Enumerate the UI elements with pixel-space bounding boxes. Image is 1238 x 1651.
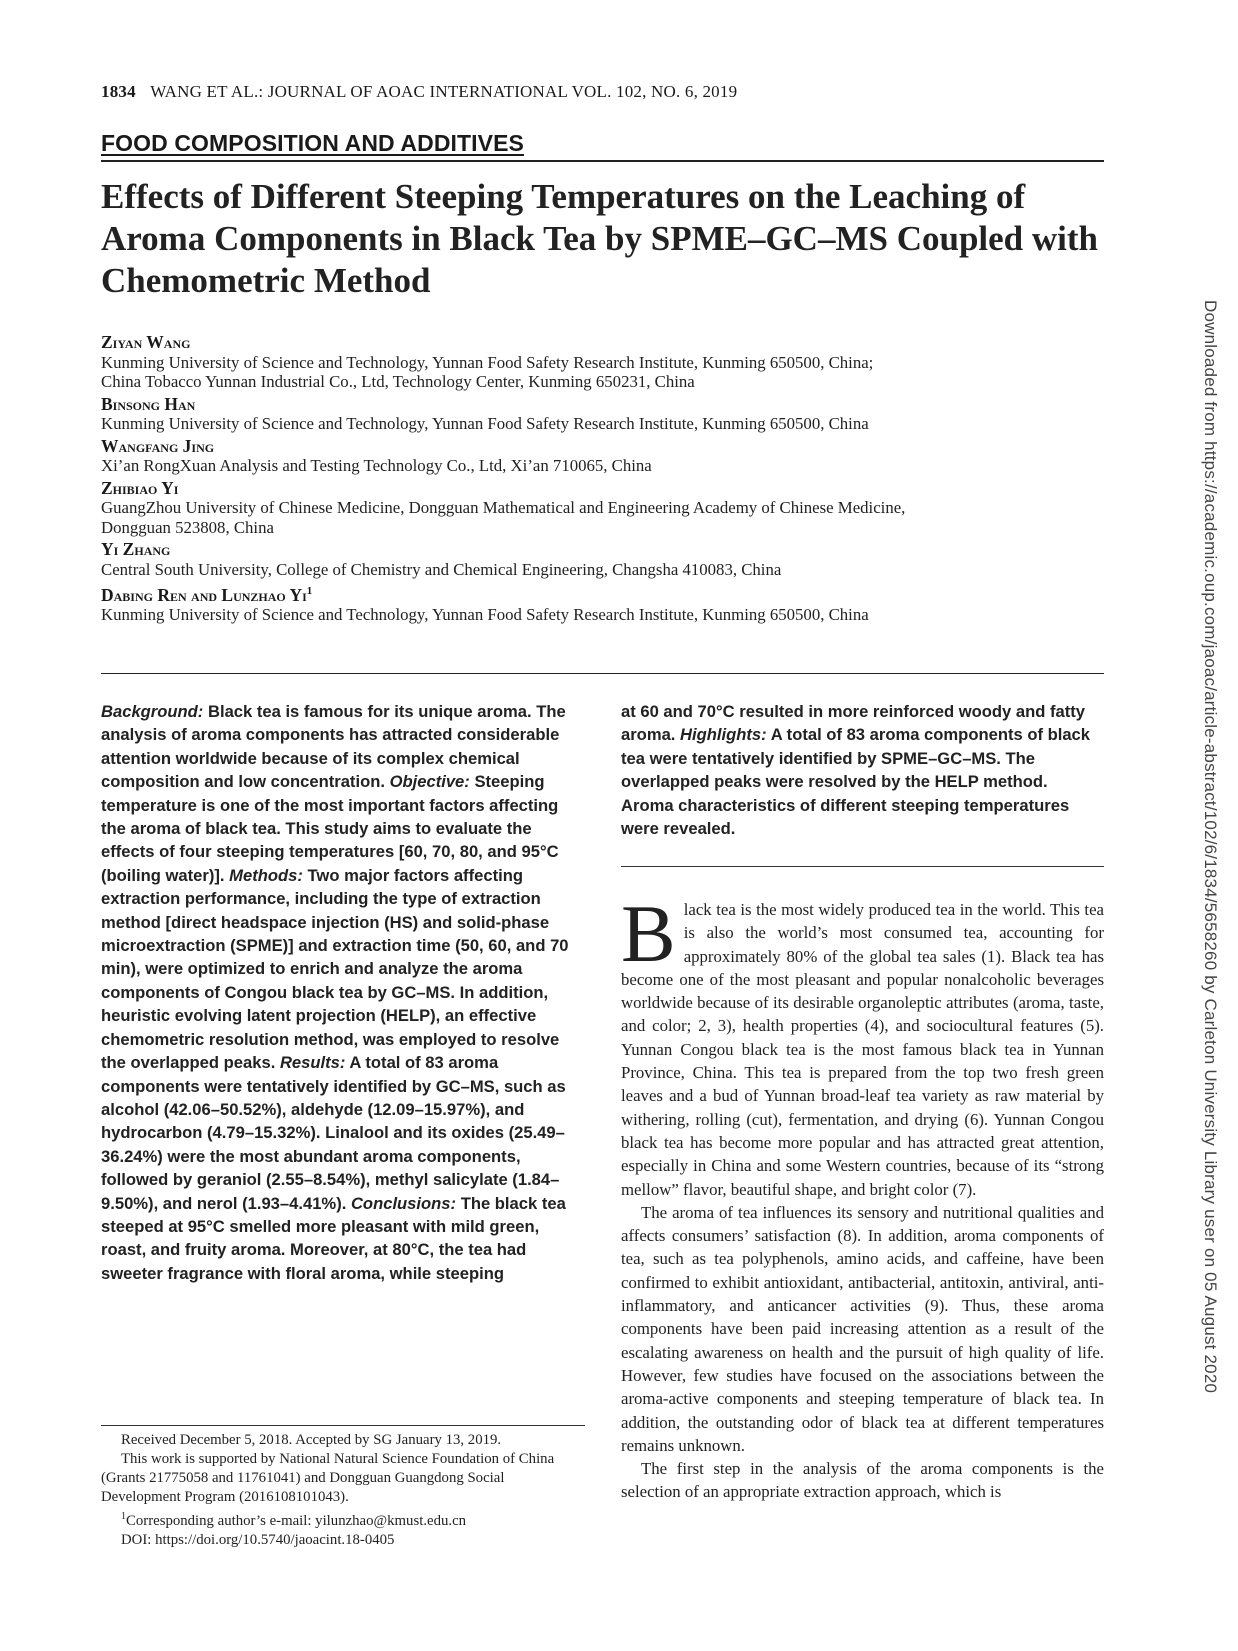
author-name: Yi Zhang [101,539,171,559]
abstract-column-right [621,700,1104,840]
author-affiliation: China Tobacco Yunnan Industrial Co., Ltd, Technology Center, Kunming 650231, China [101,372,695,391]
corresponding-marker: 1 [306,585,313,597]
author-affiliation: Kunming University of Science and Technology, Yunnan Food Safety Research Institute, Kunming 650500, China; [101,352,874,372]
conclusions-text: The black tea steeped at 95°C smelled more pleasant with mild green, roast, and fruity aroma. Moreover, at 80°C, the tea had sweeter fragrance with floral aroma, while steeping [101,1193,566,1283]
objective-text: Steeping temperature is one of the most important factors affecting the aroma of black tea. This study aims to evaluate the effects of four steeping temperatures [60, 70, 80, and 95°C (boiling water)]. [101,772,559,885]
background-label: Background: [101,702,204,721]
body-paragraph: The aroma of tea influences its sensory and nutritional qualities and affects consumers’ satisfaction (8). In addition, aroma components of tea, such as tea polyphenols, amino acids, and caffeine, have been confirmed to exhibit antioxidant, antibacterial, antitoxin, antiviral, anti-inflammatory, and anticancer activities (9). Thus, these aroma components have been paid increasing attention as a result of the escalating awareness on health and the pursuit of high quality of life. However, few studies have focused on the associations between the aroma-active components and steeping temperature of black tea. In addition, the outstanding odor of black tea at different temperatures remains unknown. [621,1202,1104,1455]
body-text [621,888,1104,1504]
highlights-label: Highlights: [680,725,767,745]
header-divider [101,160,1104,162]
author-name: Binsong Han [101,393,196,414]
paragraph-text: lack tea is the most widely produced tea in the world. This tea is also the world’s most consumed tea, accounting for approximately 80% of the global tea sales (1). Black tea has become one of the most pleasant and popular nonalcoholic beverages worldwide because of its desirable organoleptic attributes (aroma, taste, and color; 2, 3), health properties (4), and sociocultural features (5). Yunnan Congou black tea is the most famous black tea in Yunnan Province, China. This tea is prepared from the top two fresh green leaves and a bud of Yunnan broad-leaf tea variety as raw material by withering, rolling (cut), fermentation, and drying (6). Yunnan Congou black tea has become more popular and has attracted great attention, especially in China and some Western countries, because of its “strong mellow” flavor, beautiful shape, and bright color (7). [621,900,1104,1199]
footnote-divider [101,1425,585,1426]
download-banner: Downloaded from https://academic.oup.com/jaoac/article-abstract/102/6/1834/5658260 by Carleton University Library user on 05 August 2020 [1201,300,1220,1394]
author-name: Zhibiao Yi [101,477,179,498]
author-affiliation: Xi’an RongXuan Analysis and Testing Technology Co., Ltd, Xi’an 710065, China [101,456,652,475]
author-name: Ziyan Wang [101,332,191,352]
author-affiliation: Central South University, College of Chemistry and Chemical Engineering, Changsha 410083, China [101,559,782,579]
corresponding-author-names [101,582,1101,605]
results-text: A total of 83 aroma components were tentatively identified by GC–MS, such as alcohol (42.06–50.52%), aldehyde (12.09–15.97%), and hydrocarbon (4.79–15.32%). Linalool and its oxides (25.49–36.24%) were the most abundant aroma components, followed by geraniol (2.55–8.54%), methyl salicylate (1.84–9.50%), and nerol (1.93–4.41%). [101,1053,566,1213]
author-affiliation: Kunming University of Science and Technology, Yunnan Food Safety Research Institute, Kunming 650500, China [101,605,869,625]
doi-note: DOI: https://doi.org/10.5740/jaoacint.18-0405 [121,1531,395,1548]
running-head [101,82,737,102]
received-note: Received December 5, 2018. Accepted by SG January 13, 2019. [121,1432,502,1448]
author-affiliation: Kunming University of Science and Technology, Yunnan Food Safety Research Institute, Kunming 650500, China [101,414,869,433]
author-affiliation: GuangZhou University of Chinese Medicine, Dongguan Mathematical and Engineering Academy of Chinese Medicine, [101,498,906,517]
background-text: Black tea is famous for its unique aroma. The analysis of aroma components has attracted considerable attention worldwide because of its complex chemical composition and low concentration. [101,702,566,792]
funding-note: This work is supported by National Natural Science Foundation of China (Grants 21775058 and 11761041) and Dongguan Guangdong Social Development Program (2016108101043). [101,1451,555,1505]
conclusions-label: Conclusions: [350,1193,457,1213]
abstract-column-left [101,700,582,1285]
abstract-end-divider [621,866,1104,867]
methods-label: Methods: [229,865,303,885]
author-affiliation: Dongguan 523808, China [101,517,274,537]
article-title: Effects of Different Steeping Temperatures on the Leaching of Aroma Components in Black Tea by SPME–GC–MS Coupled with Chemometric Method [101,177,1099,300]
journal-citation: WANG ET AL.: JOURNAL OF AOAC INTERNATIONAL VOL. 102, NO. 6, 2019 [150,82,738,101]
methods-text: Two major factors affecting extraction performance, including the type of extraction method [direct headspace injection (HS) and solid-phase microextraction (SPME)] and extraction time (50, 60, and 70 min), were optimized to enrich and analyze the aroma components of Congou black tea by GC–MS. In addition, heuristic evolving latent projection (HELP), an effective chemometric resolution method, was employed to resolve the overlapped peaks. [101,865,569,1073]
body-paragraph [621,888,1104,1201]
corresponding-marker: 1 [121,1511,126,1522]
author-name: Wangfang Jing [101,435,215,456]
conclusions-text-continued: at 60 and 70°C resulted in more reinforced woody and fatty aroma. [621,702,1085,745]
abstract-divider [101,673,1104,674]
highlights-text: A total of 83 aroma components of black tea were tentatively identified by SPME–GC–MS. The overlapped peaks were resolved by the HELP method. Aroma characteristics of different steeping temperatures were revealed. [621,725,1091,839]
section-label: FOOD COMPOSITION AND ADDITIVES [101,130,524,156]
author-name: Dabing Ren and Lunzhao Yi [101,584,307,605]
page-number: 1834 [101,82,136,101]
drop-cap: B [621,888,676,979]
author-list [101,330,1101,625]
corresponding-email: Corresponding author’s e-mail: yilunzhao@kmust.edu.cn [126,1512,467,1529]
footnotes [101,1431,585,1550]
body-paragraph: The first step in the analysis of the aroma components is the selection of an appropriate extraction approach, which is [621,1459,1104,1502]
objective-label: Objective: [389,772,470,792]
results-label: Results: [279,1053,346,1073]
corresponding-note [101,1507,585,1531]
